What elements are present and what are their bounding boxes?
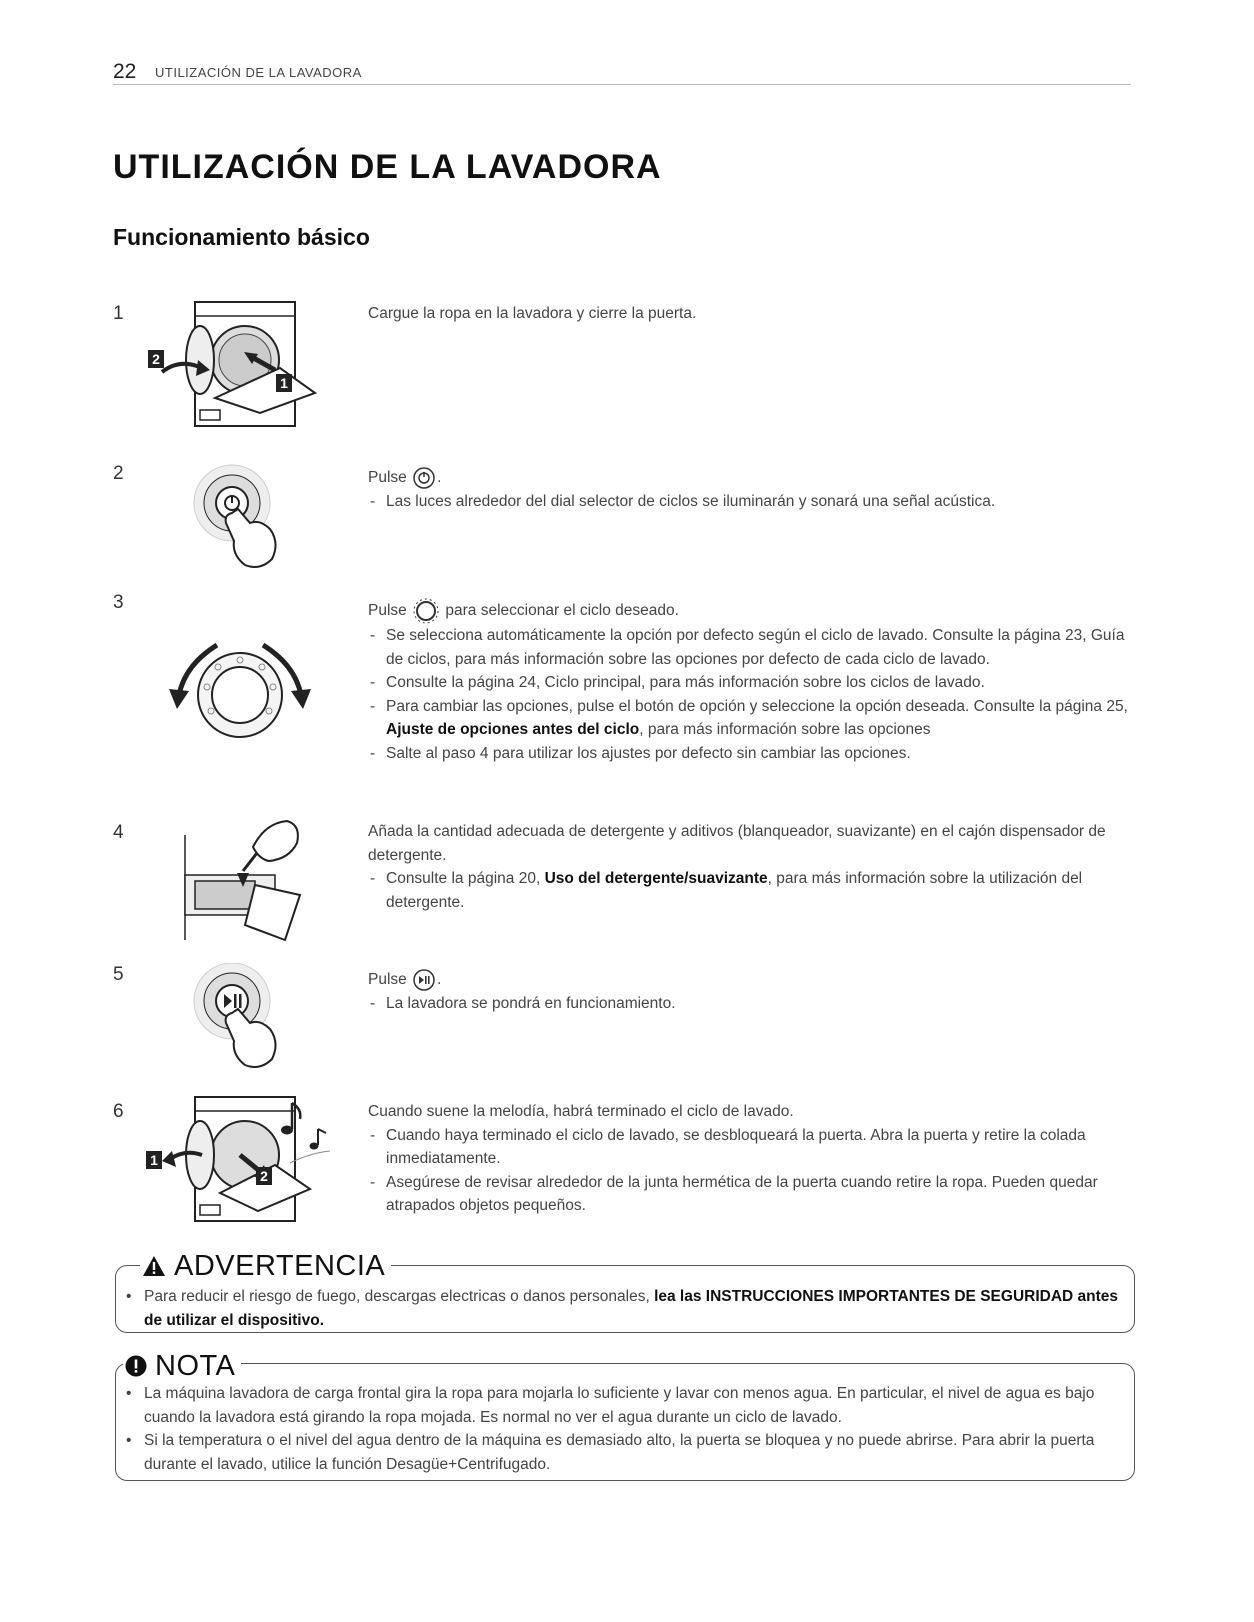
step-5-main-prefix: Pulse: [368, 971, 407, 988]
unload-laundry-illustration: [140, 1093, 350, 1228]
step-3-bullet-4: - Salte al paso 4 para utilizar los ajustes por defecto sin cambiar las opciones.: [368, 742, 1134, 766]
info-circle-icon: [125, 1355, 147, 1377]
dial-icon: [413, 598, 439, 624]
warning-title: ADVERTENCIA: [140, 1250, 391, 1283]
step-1-text: [368, 302, 1134, 326]
power-button-illustration: [190, 463, 290, 573]
load-laundry-illustration: [140, 298, 350, 438]
step-2-main-prefix: Pulse: [368, 469, 407, 486]
callout-2: 2: [260, 1168, 268, 1184]
callout-1: 1: [150, 1152, 158, 1168]
page-title: UTILIZACIÓN DE LA LAVADORA: [113, 148, 662, 186]
step-3-bullet-3: - Para cambiar las opciones, pulse el botón de opción y seleccione la opción deseada. Consulte la página 25, Ajuste de opciones antes del ciclo, para más información sobre las opciones: [368, 695, 1134, 742]
step-number-6: 6: [113, 1101, 124, 1122]
step-2-main-suffix: .: [437, 469, 442, 486]
step-4-main: Añada la cantidad adecuada de detergente y aditivos (blanqueador, suavizante) en el cajón dispensador de detergente.: [368, 823, 1106, 864]
callout-2: 2: [152, 351, 160, 367]
step-4-text: [368, 820, 1134, 914]
section-subtitle: Funcionamiento básico: [113, 224, 370, 250]
step-number-2: 2: [113, 463, 124, 484]
detergent-drawer-illustration: [165, 815, 315, 945]
warning-triangle-icon: [142, 1255, 166, 1277]
start-pause-button-illustration: [190, 963, 290, 1073]
cycle-dial-illustration: [165, 635, 315, 750]
step-3-main-suffix: para seleccionar el ciclo deseado.: [445, 602, 679, 620]
step-3-bullet-2: - Consulte la página 24, Ciclo principal, para más información sobre los ciclos de lavado.: [368, 671, 1134, 695]
link-ajuste-opciones: Ajuste de opciones antes del ciclo: [386, 721, 640, 738]
note-title: NOTA: [123, 1350, 241, 1383]
page-header: [113, 60, 1131, 85]
step-number-5: 5: [113, 964, 124, 985]
step-6-main: Cuando suene la melodía, habrá terminado el ciclo de lavado.: [368, 1103, 794, 1120]
step-1-main: Cargue la ropa en la lavadora y cierre la puerta.: [368, 305, 697, 322]
callout-1: 1: [280, 375, 288, 391]
step-3-main-prefix: Pulse: [368, 602, 407, 620]
step-number-4: 4: [113, 822, 124, 843]
step-2-text: [368, 466, 1134, 513]
step-5-main-suffix: .: [437, 971, 442, 988]
warning-body: [124, 1285, 1120, 1332]
step-6-bullet-1: - Cuando haya terminado el ciclo de lavado, se desbloqueará la puerta. Abra la puerta y retire la colada inmediatamente.: [368, 1124, 1134, 1171]
step-6-text: [368, 1100, 1134, 1218]
step-5-bullet-1: - La lavadora se pondrá en funcionamiento.: [368, 992, 1134, 1016]
step-3-bullet-1: - Se selecciona automáticamente la opción por defecto según el ciclo de lavado. Consulte la página 23, Guía de ciclos, para más información sobre las opciones por defecto de cada ciclo de lavado.: [368, 624, 1134, 671]
step-3-text: [368, 598, 1134, 765]
note-item-2: • Si la temperatura o el nivel del agua dentro de la máquina es demasiado alto, la puerta se bloquea y no puede abrirse. Para abrir la puerta durante el lavado, utilice la función Desagüe+Centrifugado.: [124, 1429, 1120, 1476]
step-4-bullet-1: - Consulte la página 20, Uso del detergente/suavizante, para más información sobre la utilización del detergente.: [368, 867, 1134, 914]
page-number: 22: [113, 60, 137, 83]
music-notes-icon: [281, 1103, 330, 1163]
warning-text: • Para reducir el riesgo de fuego, descargas electricas o danos personales, lea las INSTRUCCIONES IMPORTANTES DE SEGURIDAD antes de utilizar el dispositivo.: [124, 1285, 1120, 1332]
power-icon: [413, 467, 435, 489]
header-section-name: UTILIZACIÓN DE LA LAVADORA: [155, 65, 362, 80]
note-body: [124, 1382, 1120, 1476]
step-5-text: [368, 968, 1134, 1015]
step-6-bullet-2: - Asegúrese de revisar alrededor de la junta hermética de la puerta cuando retire la ropa. Pueden quedar atrapados objetos pequeños.: [368, 1171, 1134, 1218]
note-item-1: • La máquina lavadora de carga frontal gira la ropa para mojarla lo suficiente y lavar con menos agua. En particular, el nivel de agua es bajo cuando la lavadora está girando la ropa mojada. Es normal no ver el agua durante un ciclo de lavado.: [124, 1382, 1120, 1429]
start-pause-icon: [413, 969, 435, 991]
link-uso-detergente: Uso del detergente/suavizante: [544, 870, 768, 887]
step-number-1: 1: [113, 303, 124, 324]
step-2-bullet-1: - Las luces alrededor del dial selector de ciclos se iluminarán y sonará una señal acústica.: [368, 490, 1134, 514]
step-number-3: 3: [113, 592, 124, 613]
